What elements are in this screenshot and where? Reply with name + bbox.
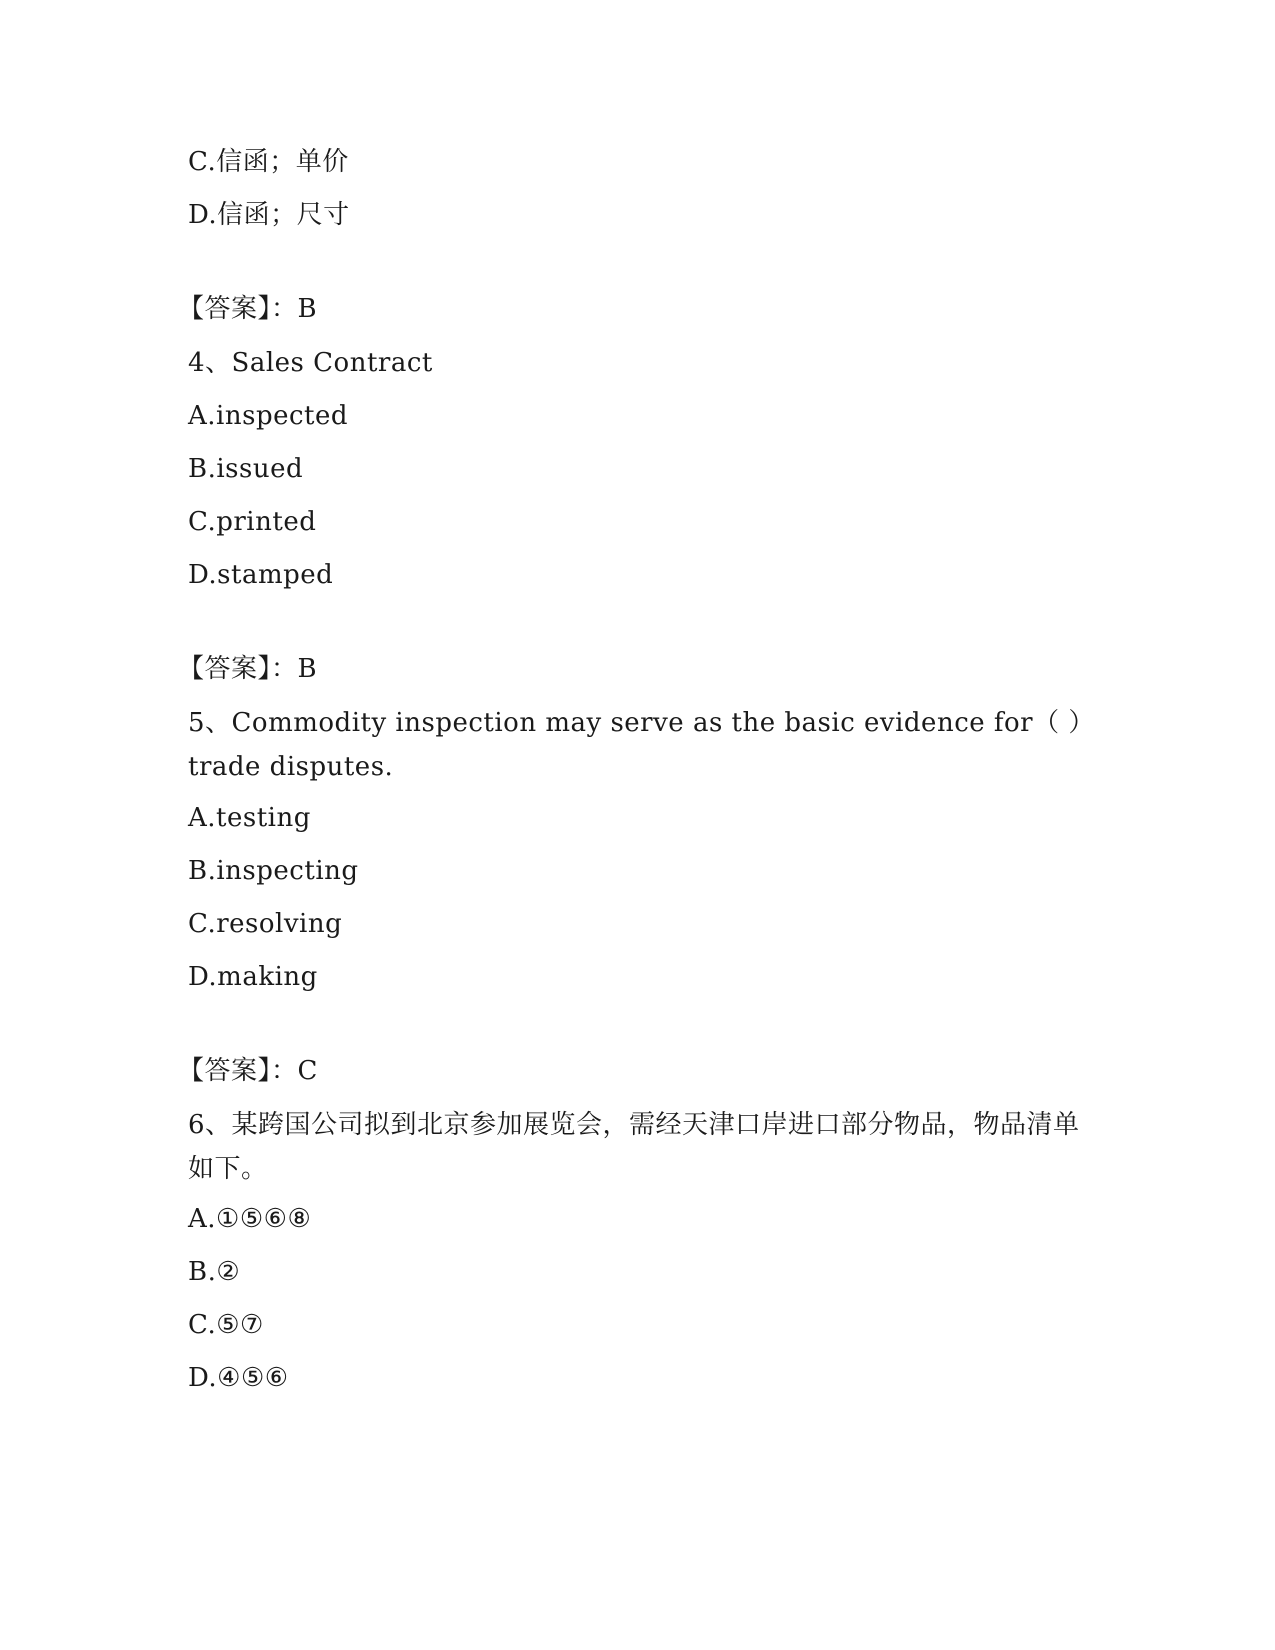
- q5-stem: 5、Commodity inspection may serve as the basic evidence for（ ）trade disputes.: [188, 708, 1082, 782]
- q5-option-d: D.making: [188, 962, 318, 992]
- q4-option-a: A.inspected: [188, 401, 349, 431]
- q6-stem: 6、某跨国公司拟到北京参加展览会，需经天津口岸进口部分物品，物品清单如下。: [188, 1110, 1080, 1184]
- q5-answer: 【答案】：C: [178, 1056, 318, 1086]
- q3-option-c: C.信函；单价: [188, 147, 349, 177]
- q6-option-a: A.①⑤⑥⑧: [188, 1204, 312, 1234]
- q5-option-a: A.testing: [188, 803, 311, 833]
- q6-option-c: C.⑤⑦: [188, 1310, 264, 1340]
- q5-option-c: C.resolving: [188, 909, 343, 939]
- q6-option-b: B.②: [188, 1257, 241, 1287]
- q4-option-b: B.issued: [188, 454, 304, 484]
- q4-answer: 【答案】：B: [178, 654, 318, 684]
- q3-answer: 【答案】：B: [178, 294, 318, 324]
- q6-option-d: D.④⑤⑥: [188, 1363, 289, 1393]
- q3-option-d: D.信函；尺寸: [188, 200, 350, 230]
- q5-option-b: B.inspecting: [188, 856, 359, 886]
- q4-option-c: C.printed: [188, 507, 317, 537]
- q4-stem: 4、Sales Contract: [188, 348, 433, 378]
- q4-option-d: D.stamped: [188, 560, 334, 590]
